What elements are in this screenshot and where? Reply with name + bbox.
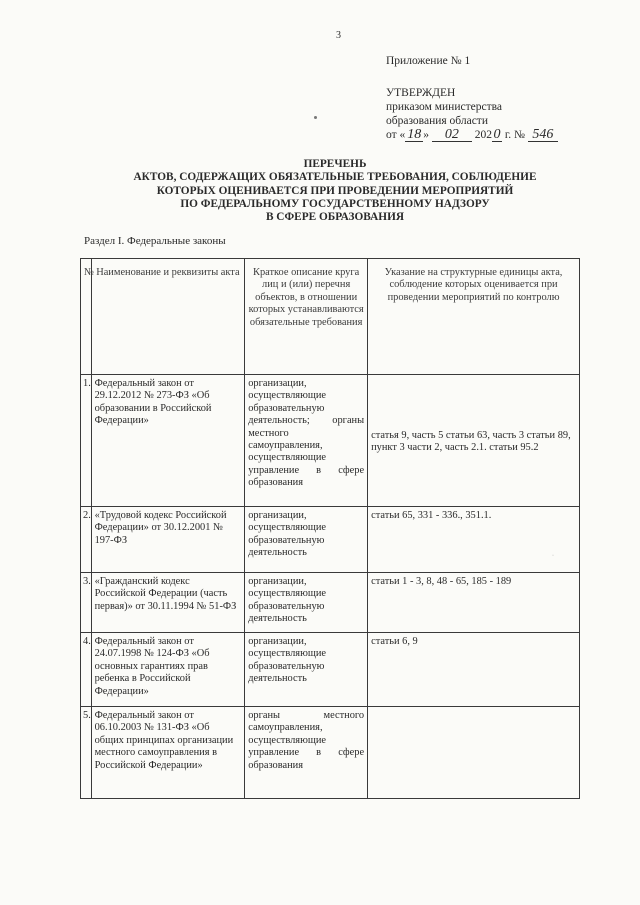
row-number: 1. bbox=[81, 375, 92, 507]
document-title bbox=[100, 158, 570, 224]
table-header-row bbox=[81, 259, 580, 375]
approved-label: УТВЕРЖДЕН bbox=[386, 87, 456, 99]
header-number: № bbox=[81, 259, 92, 375]
title-line: ПЕРЕЧЕНЬ bbox=[303, 158, 367, 170]
act-structural-units: статьи 65, 331 - 336., 351.1. bbox=[368, 507, 580, 573]
handwritten-day: 18 bbox=[407, 127, 422, 142]
title-line: АКТОВ, СОДЕРЖАЩИХ ОБЯЗАТЕЛЬНЫЕ ТРЕБОВАНИЯ, СОБЛЮДЕНИЕ bbox=[133, 171, 537, 184]
approval-block bbox=[386, 86, 558, 142]
handwritten-month: 02 bbox=[432, 129, 472, 142]
act-description: органы местного самоуправления, осуществляющие управление в сфере образования bbox=[245, 707, 368, 799]
table-row bbox=[81, 507, 580, 573]
act-name: «Трудовой кодекс Российской Федерации» от 30.12.2001 № 197-ФЗ bbox=[91, 507, 245, 573]
year-suffix: г. № bbox=[504, 129, 526, 141]
act-structural-units bbox=[368, 375, 580, 507]
page-number: 3 bbox=[336, 30, 341, 41]
act-name: Федеральный закон от 29.12.2012 № 273-ФЗ «Об образовании в Российской Федерации» bbox=[91, 375, 245, 507]
title-line: КОТОРЫХ ОЦЕНИВАЕТСЯ ПРИ ПРОВЕДЕНИИ МЕРОПРИЯТИЙ bbox=[156, 184, 514, 197]
title-line: ПО ФЕДЕРАЛЬНОМУ ГОСУДАРСТВЕННОМУ НАДЗОРУ bbox=[180, 197, 490, 210]
section-heading: Раздел I. Федеральные законы bbox=[84, 235, 226, 247]
date-prefix: от « bbox=[386, 129, 406, 141]
header-structural-units: Указание на структурные единицы акта, соблюдение которых оценивается при проведении мероприятий по контролю bbox=[368, 259, 580, 375]
year-prefix: 202 bbox=[474, 129, 492, 141]
row-number: 4. bbox=[81, 633, 92, 707]
approval-line-2: образования области bbox=[386, 115, 488, 127]
act-name: Федеральный закон от 24.07.1998 № 124-ФЗ «Об основных гарантиях прав ребенка в Российской Федерации» bbox=[91, 633, 245, 707]
approval-line-1: приказом министерства bbox=[386, 101, 502, 113]
act-structural-units: статьи 1 - 3, 8, 48 - 65, 185 - 189 bbox=[368, 573, 580, 633]
handwritten-year-digit: 0 bbox=[493, 127, 501, 142]
table-row bbox=[81, 573, 580, 633]
header-description: Краткое описание круга лиц и (или) перечня объектов, в отношении которых устанавливаются обязательные требования bbox=[245, 259, 368, 375]
row-number: 2. bbox=[81, 507, 92, 573]
approval-date-line bbox=[386, 128, 558, 142]
acts-table bbox=[80, 258, 580, 799]
table-row bbox=[81, 633, 580, 707]
scan-speck bbox=[314, 116, 317, 119]
handwritten-order-number: 546 bbox=[528, 129, 558, 142]
act-description: организации, осуществляющие образовательную деятельность bbox=[245, 507, 368, 573]
table-row bbox=[81, 707, 580, 799]
title-line: В СФЕРЕ ОБРАЗОВАНИЯ bbox=[265, 211, 405, 224]
header-name: Наименование и реквизиты акта bbox=[91, 259, 245, 375]
act-name: Федеральный закон от 06.10.2003 № 131-ФЗ «Об общих принципах организации местного самоуправления в Российской Федерации» bbox=[91, 707, 245, 799]
table-row bbox=[81, 375, 580, 507]
act-structural-units bbox=[368, 707, 580, 799]
act-description: организации, осуществляющие образовательную деятельность bbox=[245, 573, 368, 633]
margin-mark: · bbox=[552, 553, 554, 559]
act-description: организации, осуществляющие образовательную деятельность; органы местного самоуправления, осуществляющие управление в сфере образования bbox=[245, 375, 368, 507]
row-number: 5. bbox=[81, 707, 92, 799]
act-name: «Гражданский кодекс Российской Федерации (часть первая)» от 30.11.1994 № 51-ФЗ bbox=[91, 573, 245, 633]
day-close: » bbox=[423, 129, 429, 141]
structural-units-text: статья 9, часть 5 статьи 63, часть 3 статьи 89, пункт 3 части 2, часть 2.1. статьи 95.2 bbox=[371, 430, 571, 454]
act-structural-units: статьи 6, 9 bbox=[368, 633, 580, 707]
row-number: 3. bbox=[81, 573, 92, 633]
act-description: организации, осуществляющие образовательную деятельность bbox=[245, 633, 368, 707]
appendix-label: Приложение № 1 bbox=[386, 55, 471, 67]
